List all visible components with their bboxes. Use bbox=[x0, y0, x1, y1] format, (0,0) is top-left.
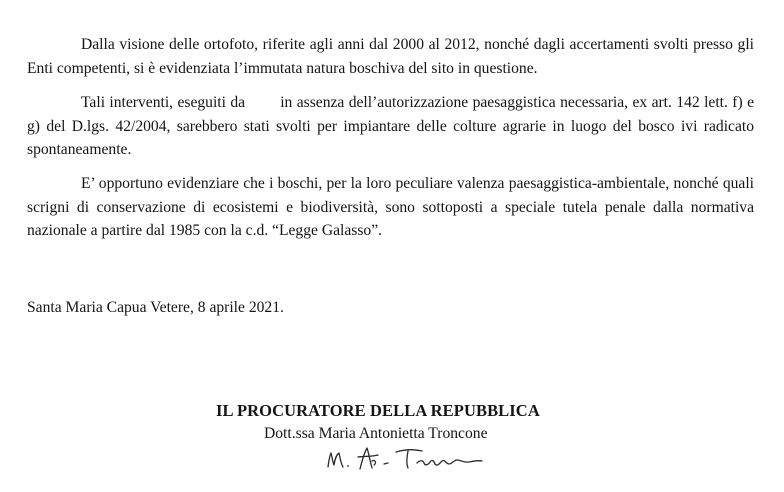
signatory-title: IL PROCURATORE DELLA REPUBBLICA bbox=[216, 401, 540, 420]
paragraph-forest-protection: E’ opportuno evidenziare che i boschi, per la loro peculiare valenza paesaggistica-ambientale, nonché quali scrigni di conservazione di ecosistemi e biodiversità, sono sottoposti a speciale tutela penale dalla normativa nazionale a partire dal 1985 con la c.d. “Legge Galasso”. bbox=[27, 175, 754, 239]
paragraph-interventions: Tali interventi, eseguiti da in assenza dell’autorizzazione paesaggistica necessaria, ex art. 142 lett. f) e g) del D.lgs. 42/2004, sarebbero stati svolti per impiantare delle colture agrarie in luogo del bosco ivi radicato spontaneamente. bbox=[27, 94, 758, 158]
signatory-name: Dott.ssa Maria Antonietta Troncone bbox=[264, 425, 488, 442]
handwritten-signature bbox=[322, 443, 492, 473]
paragraph-orthophoto-evidence: Dalla visione delle ortofoto, riferite agli anni dal 2000 al 2012, nonché dagli accertamenti svolti presso gli Enti competenti, si è evidenziata l’immutata natura boschiva del sito in questione. bbox=[27, 36, 754, 77]
place-and-date: Santa Maria Capua Vetere, 8 aprile 2021. bbox=[27, 299, 284, 316]
